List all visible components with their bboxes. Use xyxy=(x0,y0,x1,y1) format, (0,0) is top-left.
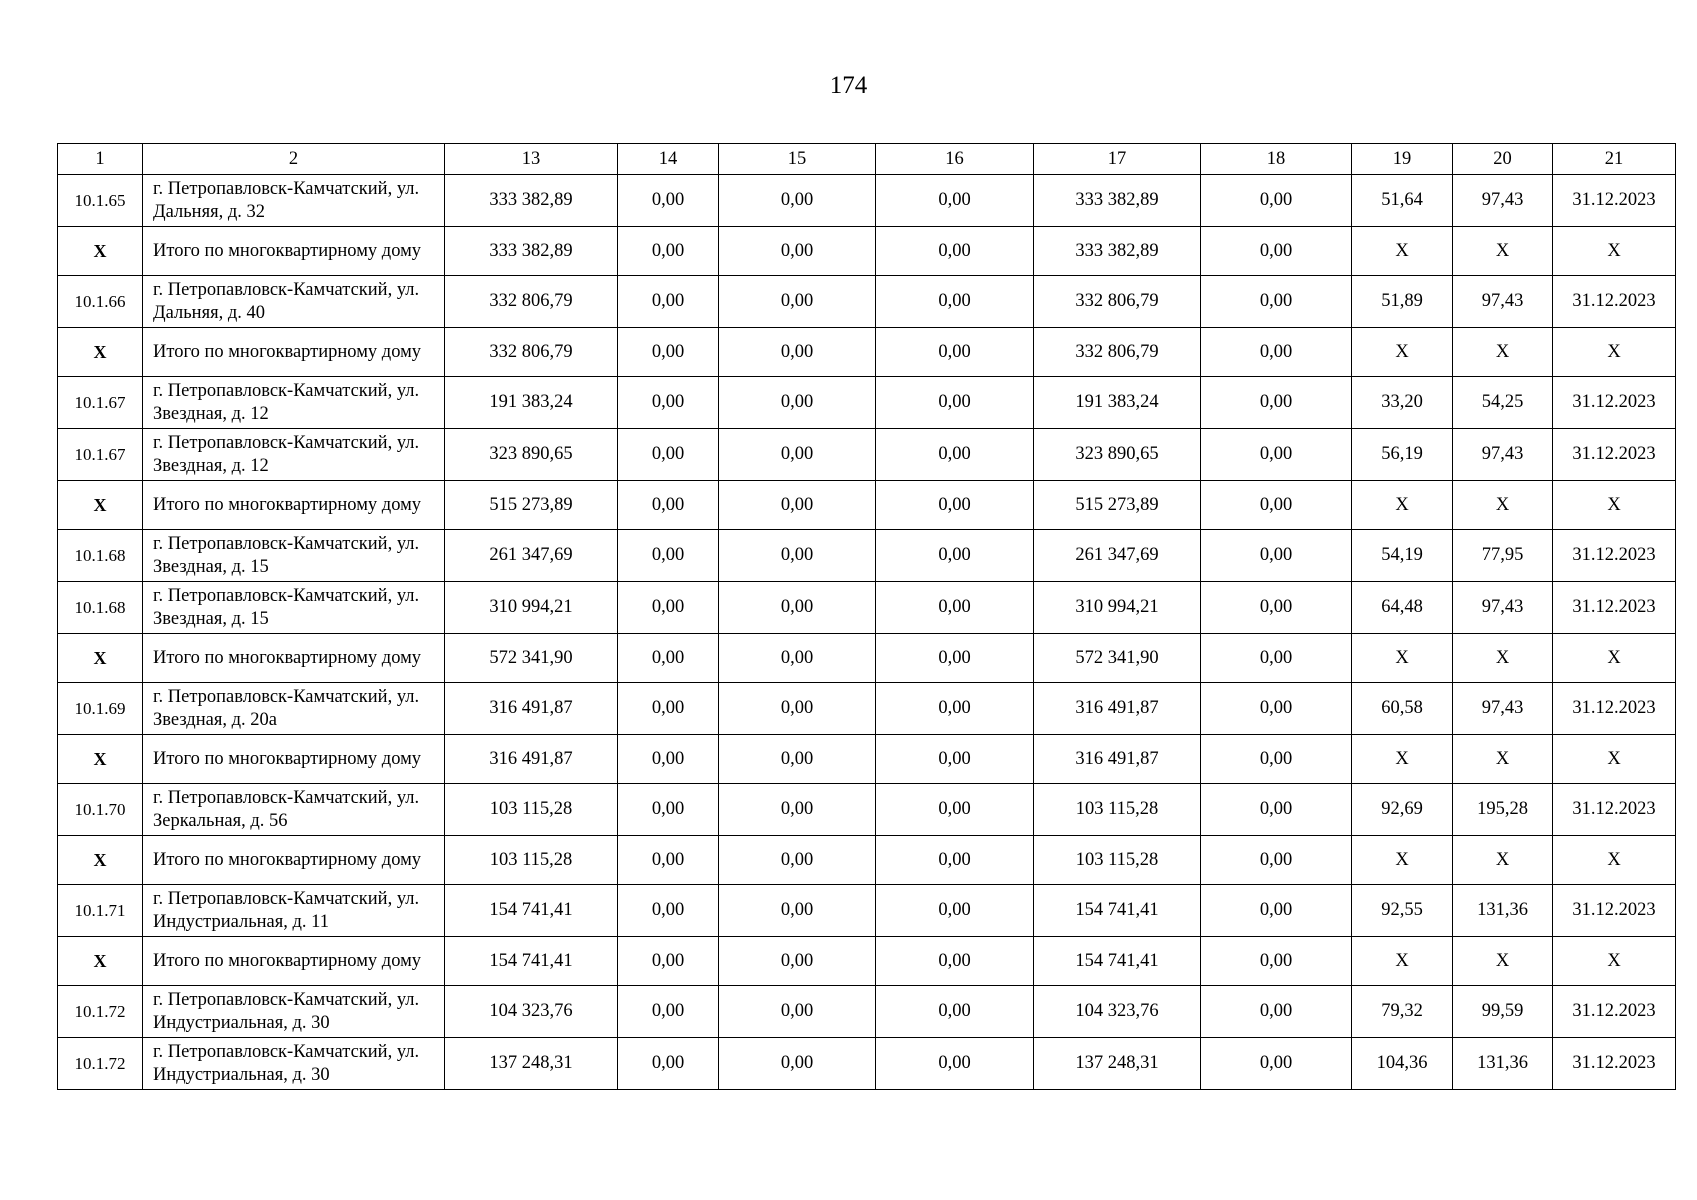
table-cell: X xyxy=(1453,735,1553,784)
table-row xyxy=(58,885,1676,937)
data-table xyxy=(57,143,1676,1090)
table-cell: 0,00 xyxy=(618,328,719,377)
table-cell: 10.1.67 xyxy=(58,429,143,481)
table-cell: 31.12.2023 xyxy=(1553,276,1676,328)
table-cell: 154 741,41 xyxy=(445,885,618,937)
table-cell: 333 382,89 xyxy=(445,175,618,227)
table-cell: 191 383,24 xyxy=(445,377,618,429)
table-cell: г. Петропавловск-Камчатский, ул. Индустриальная, д. 30 xyxy=(143,986,445,1038)
table-cell: 323 890,65 xyxy=(1034,429,1201,481)
column-header: 1 xyxy=(58,144,143,175)
table-cell: 0,00 xyxy=(1201,634,1352,683)
table-cell: 131,36 xyxy=(1453,1038,1553,1090)
total-row xyxy=(58,836,1676,885)
table-cell: 0,00 xyxy=(876,937,1034,986)
table-cell: 333 382,89 xyxy=(445,227,618,276)
table-cell: 0,00 xyxy=(876,735,1034,784)
table-cell: 10.1.67 xyxy=(58,377,143,429)
total-row xyxy=(58,735,1676,784)
table-cell: 572 341,90 xyxy=(445,634,618,683)
table-cell: 0,00 xyxy=(1201,986,1352,1038)
table-cell: Итого по многоквартирному дому xyxy=(143,481,445,530)
table-cell: 0,00 xyxy=(1201,1038,1352,1090)
table-cell: 0,00 xyxy=(719,885,876,937)
table-cell: 261 347,69 xyxy=(445,530,618,582)
table-cell: X xyxy=(1453,836,1553,885)
table-cell: 10.1.66 xyxy=(58,276,143,328)
column-header: 17 xyxy=(1034,144,1201,175)
table-row xyxy=(58,683,1676,735)
table-cell: 332 806,79 xyxy=(1034,328,1201,377)
table-cell: 0,00 xyxy=(1201,784,1352,836)
table-cell: X xyxy=(1453,634,1553,683)
table-cell: 154 741,41 xyxy=(1034,885,1201,937)
table-cell: 316 491,87 xyxy=(1034,735,1201,784)
table-cell: 0,00 xyxy=(719,937,876,986)
table-cell: 323 890,65 xyxy=(445,429,618,481)
table-cell: г. Петропавловск-Камчатский, ул. Индустриальная, д. 11 xyxy=(143,885,445,937)
total-row xyxy=(58,227,1676,276)
table-cell: 515 273,89 xyxy=(1034,481,1201,530)
table-cell: 10.1.69 xyxy=(58,683,143,735)
table-cell: 0,00 xyxy=(1201,481,1352,530)
column-header: 18 xyxy=(1201,144,1352,175)
table-cell: 10.1.68 xyxy=(58,582,143,634)
table-row xyxy=(58,986,1676,1038)
table-cell: 10.1.70 xyxy=(58,784,143,836)
table-cell: 0,00 xyxy=(719,836,876,885)
table-cell: 0,00 xyxy=(876,836,1034,885)
table-cell: X xyxy=(1553,227,1676,276)
page-number: 174 xyxy=(829,72,868,99)
table-cell: X xyxy=(1352,481,1453,530)
table-row xyxy=(58,429,1676,481)
table-cell: 104,36 xyxy=(1352,1038,1453,1090)
table-cell: 97,43 xyxy=(1453,175,1553,227)
table-body xyxy=(58,175,1676,1090)
table-cell: 0,00 xyxy=(618,530,719,582)
table-cell: 332 806,79 xyxy=(445,328,618,377)
table-cell: X xyxy=(58,227,143,276)
table-cell: 333 382,89 xyxy=(1034,227,1201,276)
table-cell: 33,20 xyxy=(1352,377,1453,429)
table-row xyxy=(58,1038,1676,1090)
table-cell: 515 273,89 xyxy=(445,481,618,530)
table-cell: 31.12.2023 xyxy=(1553,1038,1676,1090)
table-row xyxy=(58,582,1676,634)
table-cell: 332 806,79 xyxy=(1034,276,1201,328)
column-header: 20 xyxy=(1453,144,1553,175)
table-cell: 0,00 xyxy=(1201,227,1352,276)
table-cell: X xyxy=(1453,481,1553,530)
table-cell: 92,69 xyxy=(1352,784,1453,836)
table-cell: 79,32 xyxy=(1352,986,1453,1038)
table-cell: X xyxy=(1553,481,1676,530)
table-cell: 0,00 xyxy=(1201,175,1352,227)
table-row xyxy=(58,530,1676,582)
table-cell: 137 248,31 xyxy=(1034,1038,1201,1090)
table-cell: 0,00 xyxy=(618,227,719,276)
table-cell: X xyxy=(58,836,143,885)
table-cell: X xyxy=(58,735,143,784)
table-cell: 104 323,76 xyxy=(1034,986,1201,1038)
table-cell: г. Петропавловск-Камчатский, ул. Звездная, д. 15 xyxy=(143,530,445,582)
table-cell: 0,00 xyxy=(876,582,1034,634)
table-cell: 54,19 xyxy=(1352,530,1453,582)
table-cell: 0,00 xyxy=(1201,683,1352,735)
table-cell: 0,00 xyxy=(1201,530,1352,582)
table-cell: 51,89 xyxy=(1352,276,1453,328)
table-cell: 333 382,89 xyxy=(1034,175,1201,227)
table-cell: г. Петропавловск-Камчатский, ул. Звездная, д. 15 xyxy=(143,582,445,634)
table-row xyxy=(58,784,1676,836)
table-cell: X xyxy=(1453,937,1553,986)
table-cell: 0,00 xyxy=(876,683,1034,735)
table-cell: 0,00 xyxy=(719,735,876,784)
table-cell: 31.12.2023 xyxy=(1553,175,1676,227)
table-cell: 137 248,31 xyxy=(445,1038,618,1090)
table-cell: 0,00 xyxy=(618,986,719,1038)
table-cell: 31.12.2023 xyxy=(1553,530,1676,582)
total-row xyxy=(58,937,1676,986)
table-cell: 0,00 xyxy=(719,175,876,227)
table-cell: 0,00 xyxy=(876,481,1034,530)
table-cell: 131,36 xyxy=(1453,885,1553,937)
table-cell: 0,00 xyxy=(719,227,876,276)
table-cell: Итого по многоквартирному дому xyxy=(143,328,445,377)
table-cell: 0,00 xyxy=(719,530,876,582)
table-cell: X xyxy=(1553,735,1676,784)
table-cell: 316 491,87 xyxy=(1034,683,1201,735)
table-cell: 332 806,79 xyxy=(445,276,618,328)
table-cell: 0,00 xyxy=(1201,735,1352,784)
table-cell: 54,25 xyxy=(1453,377,1553,429)
table-cell: X xyxy=(58,634,143,683)
table-cell: X xyxy=(1352,836,1453,885)
table-cell: 0,00 xyxy=(1201,429,1352,481)
table-cell: Итого по многоквартирному дому xyxy=(143,937,445,986)
table-row xyxy=(58,276,1676,328)
table-cell: X xyxy=(58,481,143,530)
table-cell: X xyxy=(1553,937,1676,986)
table-cell: 0,00 xyxy=(876,986,1034,1038)
table-cell: 0,00 xyxy=(876,634,1034,683)
table-cell: 10.1.65 xyxy=(58,175,143,227)
table-cell: 195,28 xyxy=(1453,784,1553,836)
table-cell: 0,00 xyxy=(1201,582,1352,634)
total-row xyxy=(58,328,1676,377)
total-row xyxy=(58,634,1676,683)
table-cell: 10.1.72 xyxy=(58,986,143,1038)
table-cell: 0,00 xyxy=(618,377,719,429)
table-cell: 0,00 xyxy=(618,276,719,328)
table-cell: 31.12.2023 xyxy=(1553,582,1676,634)
table-cell: 97,43 xyxy=(1453,683,1553,735)
table-cell: г. Петропавловск-Камчатский, ул. Звездная, д. 20а xyxy=(143,683,445,735)
table-cell: X xyxy=(1352,937,1453,986)
column-header: 14 xyxy=(618,144,719,175)
table-cell: 103 115,28 xyxy=(445,836,618,885)
table-cell: X xyxy=(1553,836,1676,885)
table-cell: 0,00 xyxy=(719,377,876,429)
table-cell: 92,55 xyxy=(1352,885,1453,937)
table-cell: 0,00 xyxy=(719,276,876,328)
column-header: 2 xyxy=(143,144,445,175)
total-row xyxy=(58,481,1676,530)
table-cell: 56,19 xyxy=(1352,429,1453,481)
table-cell: 31.12.2023 xyxy=(1553,986,1676,1038)
table-cell: Итого по многоквартирному дому xyxy=(143,227,445,276)
table-cell: 0,00 xyxy=(618,175,719,227)
table-cell: 0,00 xyxy=(876,175,1034,227)
table-cell: X xyxy=(1352,328,1453,377)
table-cell: 0,00 xyxy=(719,481,876,530)
table-cell: X xyxy=(58,937,143,986)
table-cell: Итого по многоквартирному дому xyxy=(143,735,445,784)
table-cell: 0,00 xyxy=(618,885,719,937)
table-cell: 60,58 xyxy=(1352,683,1453,735)
column-header: 16 xyxy=(876,144,1034,175)
table-cell: 310 994,21 xyxy=(445,582,618,634)
table-cell: 0,00 xyxy=(618,784,719,836)
table-cell: 154 741,41 xyxy=(445,937,618,986)
table-cell: г. Петропавловск-Камчатский, ул. Звездная, д. 12 xyxy=(143,377,445,429)
table-cell: 191 383,24 xyxy=(1034,377,1201,429)
table-cell: г. Петропавловск-Камчатский, ул. Индустриальная, д. 30 xyxy=(143,1038,445,1090)
table-cell: 103 115,28 xyxy=(1034,784,1201,836)
table-cell: 0,00 xyxy=(719,582,876,634)
column-header: 19 xyxy=(1352,144,1453,175)
table-cell: г. Петропавловск-Камчатский, ул. Дальняя, д. 32 xyxy=(143,175,445,227)
table-cell: 0,00 xyxy=(876,885,1034,937)
table-cell: г. Петропавловск-Камчатский, ул. Звездная, д. 12 xyxy=(143,429,445,481)
table-cell: X xyxy=(1352,227,1453,276)
table-cell: 0,00 xyxy=(1201,328,1352,377)
table-cell: 0,00 xyxy=(719,683,876,735)
table-cell: 261 347,69 xyxy=(1034,530,1201,582)
table-cell: 31.12.2023 xyxy=(1553,885,1676,937)
table-cell: 310 994,21 xyxy=(1034,582,1201,634)
table-cell: Итого по многоквартирному дому xyxy=(143,836,445,885)
table-cell: 104 323,76 xyxy=(445,986,618,1038)
table-cell: 0,00 xyxy=(876,377,1034,429)
table-cell: X xyxy=(58,328,143,377)
table-cell: Итого по многоквартирному дому xyxy=(143,634,445,683)
table-cell: 0,00 xyxy=(618,1038,719,1090)
table-cell: 316 491,87 xyxy=(445,735,618,784)
table-cell: 10.1.72 xyxy=(58,1038,143,1090)
table-cell: 572 341,90 xyxy=(1034,634,1201,683)
table-cell: 0,00 xyxy=(618,735,719,784)
table-cell: 0,00 xyxy=(618,481,719,530)
table-cell: 0,00 xyxy=(618,683,719,735)
table-row xyxy=(58,377,1676,429)
table-cell: 97,43 xyxy=(1453,429,1553,481)
table-cell: 0,00 xyxy=(618,582,719,634)
table-cell: 97,43 xyxy=(1453,276,1553,328)
table-cell: 0,00 xyxy=(719,1038,876,1090)
table-cell: 103 115,28 xyxy=(1034,836,1201,885)
table-cell: 0,00 xyxy=(719,784,876,836)
table-cell: 316 491,87 xyxy=(445,683,618,735)
table-cell: 0,00 xyxy=(876,1038,1034,1090)
table-cell: 77,95 xyxy=(1453,530,1553,582)
table-cell: 0,00 xyxy=(618,836,719,885)
table-cell: X xyxy=(1553,328,1676,377)
table-cell: г. Петропавловск-Камчатский, ул. Зеркальная, д. 56 xyxy=(143,784,445,836)
table-cell: X xyxy=(1453,328,1553,377)
table-cell: 0,00 xyxy=(876,530,1034,582)
table-cell: 0,00 xyxy=(719,634,876,683)
table-cell: 99,59 xyxy=(1453,986,1553,1038)
table-cell: 10.1.71 xyxy=(58,885,143,937)
table-cell: 0,00 xyxy=(618,937,719,986)
header-row xyxy=(58,144,1676,175)
table-cell: 0,00 xyxy=(1201,885,1352,937)
column-header: 15 xyxy=(719,144,876,175)
table-cell: 0,00 xyxy=(618,634,719,683)
table-cell: 97,43 xyxy=(1453,582,1553,634)
table-cell: 154 741,41 xyxy=(1034,937,1201,986)
table-cell: г. Петропавловск-Камчатский, ул. Дальняя, д. 40 xyxy=(143,276,445,328)
table-cell: 0,00 xyxy=(876,276,1034,328)
table-cell: 0,00 xyxy=(876,429,1034,481)
column-header: 13 xyxy=(445,144,618,175)
table-row xyxy=(58,175,1676,227)
table-cell: X xyxy=(1352,735,1453,784)
table-cell: 31.12.2023 xyxy=(1553,429,1676,481)
column-header: 21 xyxy=(1553,144,1676,175)
table-cell: 0,00 xyxy=(876,784,1034,836)
table-cell: 0,00 xyxy=(1201,377,1352,429)
table-cell: X xyxy=(1553,634,1676,683)
table-cell: 0,00 xyxy=(1201,276,1352,328)
table-cell: 31.12.2023 xyxy=(1553,784,1676,836)
table-cell: 64,48 xyxy=(1352,582,1453,634)
table-cell: 0,00 xyxy=(1201,937,1352,986)
table-cell: 31.12.2023 xyxy=(1553,683,1676,735)
table-cell: X xyxy=(1352,634,1453,683)
table-cell: 0,00 xyxy=(719,328,876,377)
table-cell: 0,00 xyxy=(876,328,1034,377)
table-cell: 0,00 xyxy=(618,429,719,481)
table-cell: X xyxy=(1453,227,1553,276)
table-cell: 0,00 xyxy=(719,986,876,1038)
table-cell: 103 115,28 xyxy=(445,784,618,836)
table-cell: 0,00 xyxy=(876,227,1034,276)
table-cell: 51,64 xyxy=(1352,175,1453,227)
table-cell: 0,00 xyxy=(1201,836,1352,885)
table-cell: 31.12.2023 xyxy=(1553,377,1676,429)
table-cell: 0,00 xyxy=(719,429,876,481)
table-cell: 10.1.68 xyxy=(58,530,143,582)
